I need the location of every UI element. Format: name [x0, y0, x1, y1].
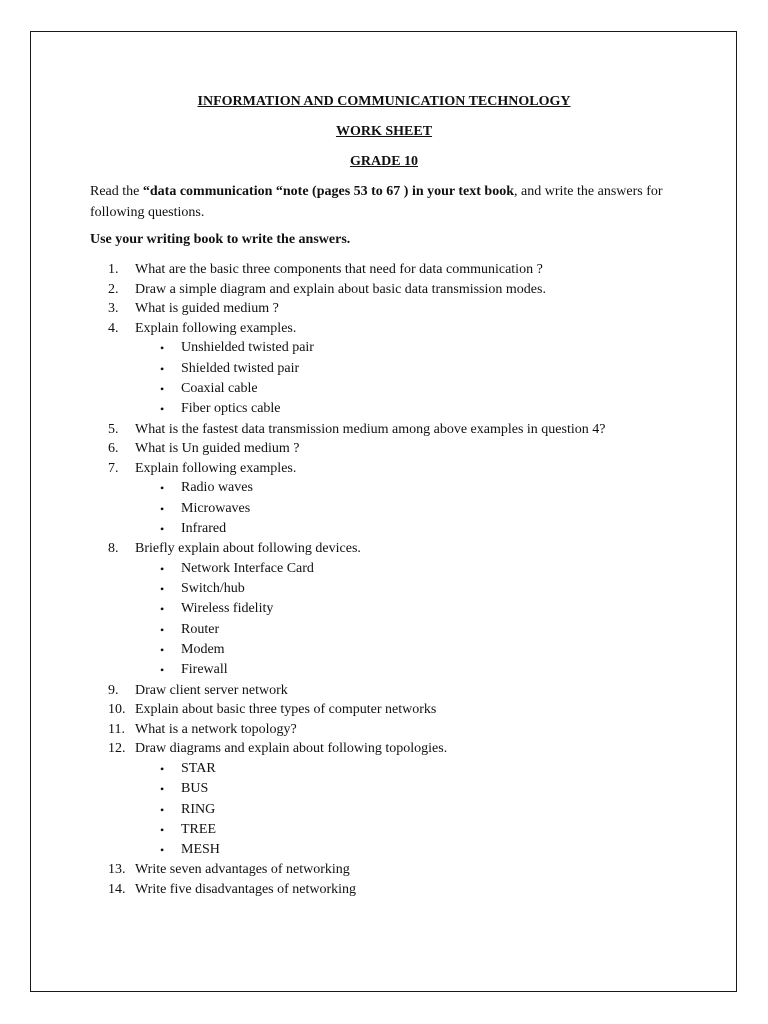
question-number: 8.	[108, 541, 119, 557]
bullet-icon: •	[160, 602, 165, 617]
bullet-icon: •	[160, 381, 165, 396]
sub-item-text: TREE	[181, 821, 216, 837]
sub-item-text: Unshielded twisted pair	[181, 340, 314, 356]
question-number: 7.	[108, 460, 119, 476]
sub-item-text: RING	[181, 801, 216, 817]
sub-item-list	[108, 759, 708, 860]
bullet-icon: •	[160, 622, 165, 637]
sub-list-item	[108, 559, 708, 579]
question-list	[108, 260, 708, 900]
sub-list-item	[108, 820, 708, 840]
bullet-icon: •	[160, 561, 165, 576]
question-text: What is Un guided medium ?	[135, 441, 300, 457]
instruction-text: Use your writing book to write the answers.	[90, 232, 351, 247]
sub-item-text: Microwaves	[181, 500, 251, 516]
bullet-icon: •	[160, 582, 165, 597]
question-number: 2.	[108, 281, 119, 297]
question-number: 12.	[108, 741, 126, 757]
sub-item-text: BUS	[181, 781, 209, 797]
question-text: Explain following examples.	[135, 460, 297, 476]
sub-list-item	[108, 359, 708, 379]
sub-item-text: Wireless fidelity	[181, 601, 274, 617]
sub-item-text: Network Interface Card	[181, 560, 314, 576]
question-number: 4.	[108, 320, 119, 336]
bullet-icon: •	[160, 643, 165, 658]
question-item	[108, 420, 708, 440]
question-item	[108, 280, 708, 300]
sub-list-item	[108, 478, 708, 498]
question-item	[108, 459, 708, 479]
question-text: Briefly explain about following devices.	[135, 541, 361, 557]
question-number: 1.	[108, 262, 119, 277]
sub-item-text: Router	[181, 621, 220, 637]
sub-list-item	[108, 379, 708, 399]
intro-prefix: Read the	[90, 184, 143, 199]
question-item	[108, 700, 708, 720]
intro-paragraph	[90, 181, 670, 223]
question-number: 3.	[108, 301, 119, 317]
question-item	[108, 880, 708, 900]
question-text: Draw client server network	[135, 682, 288, 698]
bullet-icon: •	[160, 361, 165, 376]
question-number: 5.	[108, 421, 119, 437]
bullet-icon: •	[160, 341, 165, 356]
sub-list-item	[108, 519, 708, 539]
question-item	[108, 299, 708, 319]
question-item	[108, 539, 708, 559]
question-text: Draw a simple diagram and explain about basic data transmission modes.	[135, 281, 546, 297]
question-number: 10.	[108, 702, 126, 718]
question-text: Write seven advantages of networking	[135, 862, 350, 878]
sub-list-item	[108, 840, 708, 860]
question-item	[108, 860, 708, 880]
document-title: INFORMATION AND COMMUNICATION TECHNOLOGY	[197, 94, 571, 109]
bullet-icon: •	[160, 761, 165, 776]
sub-list-item	[108, 800, 708, 820]
bullet-icon: •	[160, 501, 165, 516]
question-number: 9.	[108, 682, 119, 698]
bullet-icon: •	[160, 663, 165, 678]
bullet-icon: •	[160, 521, 165, 536]
sub-list-item	[108, 499, 708, 519]
sub-item-text: Coaxial cable	[181, 380, 258, 396]
sub-item-text: Shielded twisted pair	[181, 360, 300, 376]
sub-item-list	[108, 478, 708, 539]
sub-list-item	[108, 640, 708, 660]
sub-list-item	[108, 660, 708, 680]
sub-item-text: Fiber optics cable	[181, 401, 281, 417]
question-item	[108, 319, 708, 339]
intro-suffix: , and write the answers for following questions.	[90, 184, 663, 220]
question-item	[108, 439, 708, 459]
bullet-icon: •	[160, 402, 165, 417]
sub-list-item	[108, 579, 708, 599]
sub-list-item	[108, 620, 708, 640]
worksheet-heading: WORK SHEET	[335, 124, 433, 139]
sub-item-list	[108, 338, 708, 419]
bullet-icon: •	[160, 481, 165, 496]
question-item	[108, 681, 708, 701]
question-text: Explain about basic three types of computer networks	[135, 702, 437, 718]
sub-item-text: Switch/hub	[181, 581, 245, 597]
sub-list-item	[108, 779, 708, 799]
sub-list-item	[108, 599, 708, 619]
question-number: 14.	[108, 882, 126, 898]
question-text: What is a network topology?	[135, 721, 297, 737]
question-text: What is guided medium ?	[135, 301, 279, 317]
question-text: Explain following examples.	[135, 320, 297, 336]
question-item	[108, 739, 708, 759]
sub-item-list	[108, 559, 708, 681]
sub-item-text: Modem	[181, 642, 225, 658]
question-number: 11.	[108, 721, 125, 737]
sub-item-text: MESH	[181, 842, 220, 858]
bullet-icon: •	[160, 843, 165, 858]
sub-list-item	[108, 399, 708, 419]
question-number: 6.	[108, 441, 119, 457]
question-text: What are the basic three components that need for data communication ?	[135, 262, 543, 277]
sub-item-text: STAR	[181, 760, 216, 776]
question-item	[108, 720, 708, 740]
sub-list-item	[108, 338, 708, 358]
sub-item-text: Firewall	[181, 662, 228, 678]
grade-heading: GRADE 10	[349, 154, 419, 169]
question-text: What is the fastest data transmission medium among above examples in question 4?	[135, 421, 606, 437]
bullet-icon: •	[160, 802, 165, 817]
bullet-icon: •	[160, 782, 165, 797]
intro-bold-reference: “data communication “note (pages 53 to 67 ) in your text book	[142, 184, 515, 199]
sub-item-text: Radio waves	[181, 480, 253, 496]
sub-item-text: Infrared	[181, 520, 227, 536]
question-text: Draw diagrams and explain about following topologies.	[135, 741, 448, 757]
sub-list-item	[108, 759, 708, 779]
question-item	[108, 260, 708, 280]
question-number: 13.	[108, 862, 126, 878]
question-text: Write five disadvantages of networking	[135, 882, 357, 898]
bullet-icon: •	[160, 822, 165, 837]
